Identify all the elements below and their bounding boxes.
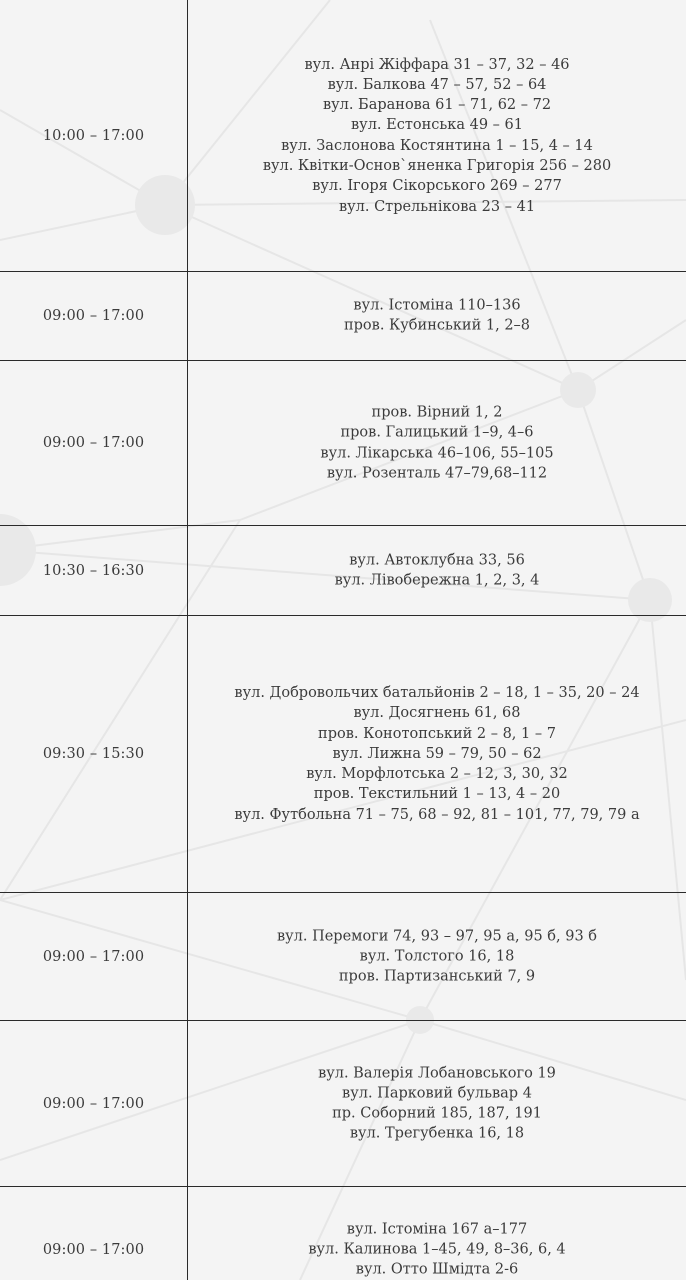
- street-entry: вул. Лівобережна 1, 2, 3, 4: [334, 572, 540, 589]
- street-entry: вул. Естонська 49 – 61: [351, 117, 523, 134]
- street-entry: вул. Заслонова Костянтина 1 – 15, 4 – 14: [281, 137, 593, 154]
- table-row: [0, 272, 686, 360]
- street-entry: пров. Кубинський 1, 2–8: [343, 318, 531, 334]
- street-entry: вул. Стрельнікова 23 – 41: [338, 198, 536, 215]
- streets-cell: [188, 926, 686, 987]
- street-entry: вул. Толстого 16, 18: [359, 948, 515, 965]
- street-entry: пров. Галицький 1–9, 4–6: [340, 424, 534, 441]
- time-cell: 09:00 – 17:00: [42, 948, 145, 965]
- streets-cell: [188, 683, 686, 825]
- time-cell: 10:30 – 16:30: [42, 562, 145, 579]
- street-entry: пров. Конотопський 2 – 8, 1 – 7: [318, 725, 556, 742]
- street-entry: вул. Морфлотська 2 – 12, 3, 30, 32: [306, 766, 568, 783]
- street-entry: вул. Ігоря Сікорського 269 – 277: [312, 178, 562, 195]
- street-entry: вул. Отто Шмідта 2-6: [355, 1261, 519, 1278]
- streets-cell: [188, 1219, 686, 1280]
- street-entry: вул. Добровольчих батальйонів 2 – 18, 1 – 35, 20 – 24: [234, 684, 640, 701]
- street-entry: пр. Соборний 185, 187, 191: [332, 1105, 542, 1122]
- street-entry: вул. Балкова 47 – 57, 52 – 64: [327, 76, 547, 93]
- street-entry: вул. Баранова 61 – 71, 62 – 72: [322, 96, 552, 113]
- time-cell: 09:00 – 17:00: [42, 1095, 145, 1112]
- street-entry: вул. Калинова 1–45, 49, 8–36, 6, 4: [308, 1241, 566, 1258]
- time-cell: 09:00 – 17:00: [42, 1241, 145, 1258]
- street-entry: вул. Анрі Жіффара 31 – 37, 32 – 46: [304, 56, 570, 73]
- street-entry: вул. Розенталь 47–79,68–112: [326, 465, 548, 482]
- street-entry: пров. Партизанський 7, 9: [338, 968, 536, 985]
- street-entry: вул. Лижна 59 – 79, 50 – 62: [332, 745, 542, 762]
- streets-cell: [188, 1063, 686, 1144]
- street-entry: вул. Перемоги 74, 93 – 97, 95 а, 95 б, 93 б: [276, 928, 598, 945]
- table-row: [0, 0, 686, 271]
- table-row: [0, 1187, 686, 1280]
- street-entry: вул. Істоміна 110–136: [353, 297, 521, 314]
- street-entry: вул. Трегубенка 16, 18: [349, 1125, 525, 1142]
- table-row: [0, 1021, 686, 1186]
- street-entry: вул. Автоклубна 33, 56: [349, 552, 525, 569]
- table-row: [0, 616, 686, 892]
- time-cell: 09:00 – 17:00: [42, 308, 145, 324]
- street-entry: вул. Квітки-Основ`яненка Григорія 256 – 280: [262, 157, 612, 174]
- time-cell: 09:30 – 15:30: [42, 746, 145, 762]
- street-entry: вул. Парковий бульвар 4: [342, 1085, 532, 1102]
- time-cell: 10:00 – 17:00: [42, 127, 145, 144]
- streets-cell: [188, 296, 686, 337]
- time-cell: 09:00 – 17:00: [42, 435, 145, 451]
- streets-cell: [188, 402, 686, 483]
- street-entry: вул. Досягнень 61, 68: [353, 705, 521, 722]
- street-entry: вул. Істоміна 167 а–177: [346, 1221, 528, 1238]
- streets-cell: [188, 550, 686, 591]
- street-entry: пров. Текстильний 1 – 13, 4 – 20: [313, 786, 561, 803]
- street-entry: вул. Лікарська 46–106, 55–105: [320, 445, 554, 461]
- table-row: [0, 893, 686, 1020]
- table-row: [0, 526, 686, 615]
- street-entry: вул. Футбольна 71 – 75, 68 – 92, 81 – 101, 77, 79, 79 а: [234, 806, 640, 823]
- street-entry: вул. Валерія Лобановського 19: [318, 1064, 556, 1081]
- street-entry: пров. Вірний 1, 2: [371, 404, 503, 421]
- streets-cell: [188, 54, 686, 216]
- table-row: [0, 361, 686, 525]
